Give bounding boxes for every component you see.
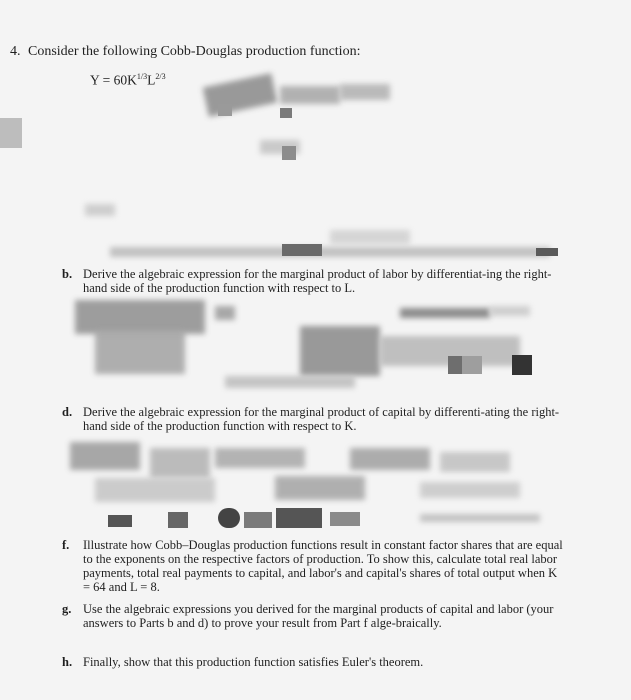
question-prompt: Consider the following Cobb-Douglas production function: [28, 44, 361, 59]
part-d-label: d. [62, 405, 73, 419]
part-b-text: Derive the algebraic expression for the marginal product of labor by differentiat-ing the right-hand side of the production function with respect to L. [83, 267, 552, 295]
part-d [62, 405, 582, 435]
part-f-label: f. [62, 538, 70, 552]
part-d-text: Derive the algebraic expression for the marginal product of capital by differenti-ating the right-hand side of the production function with respect to K. [83, 405, 560, 433]
formula-lhs: Y = 60K [90, 72, 137, 88]
formula-l-variable: L [147, 72, 156, 88]
question-number: 4. [10, 44, 21, 59]
question-header [10, 44, 360, 60]
part-g [62, 602, 582, 646]
part-g-label: g. [62, 602, 72, 616]
formula-k-exponent: 1/3 [136, 72, 148, 81]
part-h-label: h. [62, 655, 73, 669]
part-h-text: Finally, show that this production function satisfies Euler's theorem. [83, 655, 424, 669]
part-f-text: Illustrate how Cobb–Douglas production functions result in constant factor shares that are equal to the exponents on the respective factors of production. To show this, calculate total real labor payments, total real payments to capital, and labor's and capital's shares of total output when K = 64 and L = 8. [83, 538, 563, 594]
part-b [62, 267, 582, 297]
scan-edge-shadow [0, 118, 22, 148]
formula-l-exponent: 2/3 [155, 72, 166, 81]
part-g-text: Use the algebraic expressions you derived for the marginal products of capital and labor (your answers to Parts b and d) to prove your result from Part f alge-braically. [83, 602, 554, 630]
part-f [62, 538, 582, 598]
production-function-formula [90, 72, 166, 89]
part-b-label: b. [62, 267, 73, 281]
part-h [62, 655, 582, 671]
